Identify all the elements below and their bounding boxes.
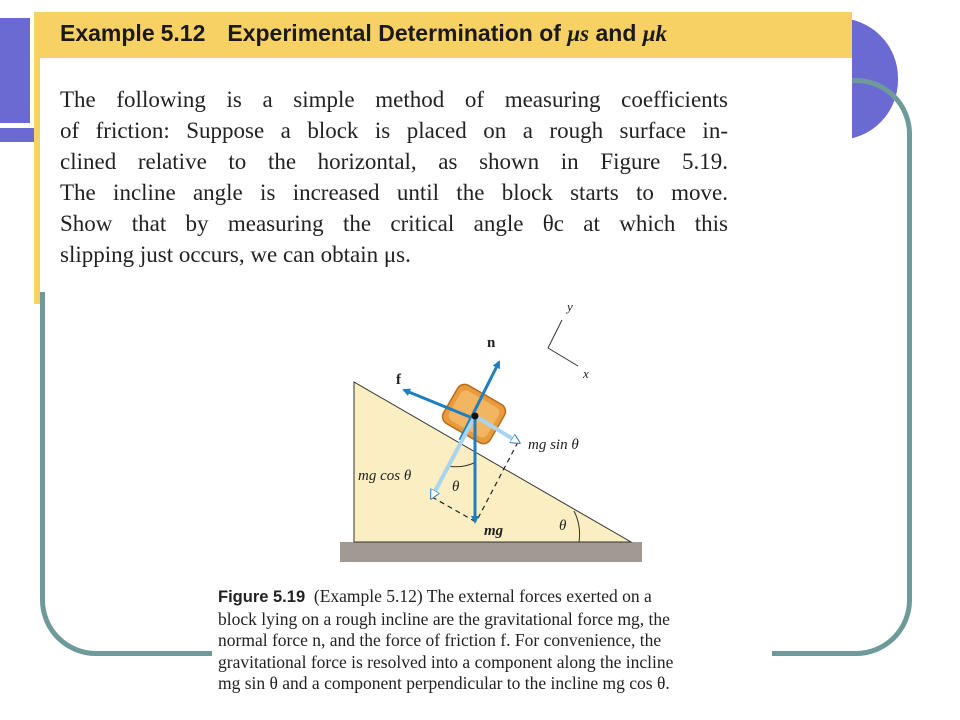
- example-title: [60, 20, 667, 47]
- example-label: Example: [60, 20, 155, 46]
- example-header-band: [34, 12, 852, 58]
- label-normal-force: n: [487, 335, 496, 351]
- label-block-angle: θ: [452, 479, 460, 495]
- caption-line: gravitational force is resolved into a component along the incline: [218, 651, 674, 672]
- label-friction: f: [396, 372, 401, 388]
- mu-k-symbol: [643, 21, 667, 46]
- problem-line: clined relative to the horizontal, as shown in Figure 5.19.: [60, 149, 728, 174]
- label-weight-perpendicular: mg cos θ: [358, 468, 412, 484]
- caption-line: block lying on a rough incline are the gravitational force mg, the: [218, 608, 670, 629]
- example-title-text: Experimental Determination of: [227, 20, 561, 46]
- label-incline-angle: θ: [559, 518, 567, 534]
- example-left-rule: [34, 58, 40, 304]
- example-card: [34, 12, 852, 292]
- mu-k-text: μk: [642, 21, 668, 46]
- caption-line-text: (Example 5.12) The external forces exerted on a: [313, 586, 652, 606]
- problem-line: The following is a simple method of measuring coefficients: [60, 87, 728, 112]
- problem-line: of friction: Suppose a block is placed on a rough surface in-: [60, 118, 728, 143]
- block-center: [472, 413, 479, 420]
- decor-left-block: [0, 18, 30, 123]
- problem-line: Show that by measuring the critical angle θc at which this: [60, 211, 728, 236]
- caption-line: mg sin θ and a component perpendicular to the incline mg cos θ.: [218, 673, 670, 693]
- example-title-and: and: [595, 20, 637, 46]
- label-axis-x: x: [583, 366, 589, 381]
- problem-line: The incline angle is increased until the block starts to move.: [60, 180, 728, 205]
- decor-left-bar: [0, 128, 34, 142]
- label-axis-y: y: [567, 299, 573, 314]
- ground: [340, 542, 642, 562]
- problem-line: slipping just occurs, we can obtain μs.: [60, 242, 411, 267]
- caption-label: Figure 5.19: [218, 588, 306, 606]
- mu-s-text: μs: [567, 21, 590, 46]
- problem-statement: [60, 84, 728, 270]
- axes: [548, 320, 578, 366]
- label-weight: mg: [484, 523, 504, 539]
- incline-figure: [336, 290, 656, 580]
- label-weight-parallel: mg sin θ: [528, 437, 579, 453]
- caption-line: [218, 586, 762, 609]
- caption-line: normal force n, and the force of friction f. For convenience, the: [218, 630, 662, 650]
- figure-caption: [218, 586, 762, 695]
- mu-s-symbol: [567, 21, 589, 46]
- example-number: 5.12: [160, 20, 206, 46]
